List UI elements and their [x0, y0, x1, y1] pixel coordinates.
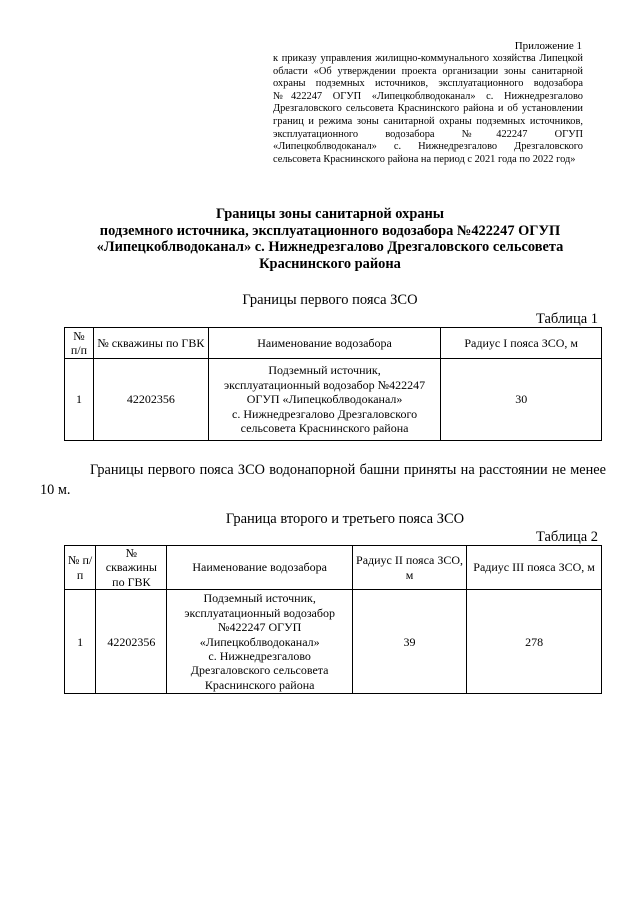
name-line: Дрезгаловского сельсовета [190, 663, 329, 678]
name-line: ОГУП «Липецкоблводоканал» [246, 392, 403, 407]
table1-header-row [65, 328, 602, 359]
table-1 [64, 327, 602, 441]
table2-cell-num: 1 [65, 590, 96, 694]
table2-header-radius3: Радиус III пояса ЗСО, м [467, 546, 602, 590]
table2-cell-radius3: 278 [467, 590, 602, 694]
appendix-text: к приказу управления жилищно-коммунального хозяйства Липецкой области «Об утверждении проекта организации зоны санитарной охраны подземных источников, эксплуатационного водозабора №422247 ОГУП «Липецкоблводоканал» с. Нижнедрезгалово Дрезгаловского сельсовета Краснинского района и об установлении границ и режима зоны санитарной охраны подземных источников, эксплуатационного водозабора №422247 ОГУП «Липецкоблводоканал» с. Нижнедрезгалово Дрезгаловского сельсовета Краснинского района на период с 2021 года по 2022 год» [273, 53, 583, 165]
name-line: с. Нижнедрезгалово Дрезгаловского [232, 406, 418, 421]
title-line-2: подземного источника, эксплуатационного водозабора №422247 ОГУП [99, 222, 561, 239]
table2-cell-well: 42202356 [96, 590, 167, 694]
section1-heading: Границы первого пояса ЗСО [242, 292, 418, 308]
name-line: Краснинского района [204, 677, 315, 692]
table1-header-radius: Радиус I пояса ЗСО, м [441, 328, 602, 359]
title-line-4: Краснинского района [259, 255, 401, 272]
table2-header-row [65, 546, 602, 590]
name-line: с. Нижнедрезгалово [208, 648, 311, 663]
table1-cell-radius: 30 [441, 359, 602, 441]
table2-header-num: № п/п [65, 546, 96, 590]
table2-cell-name [167, 590, 352, 694]
name-line: эксплуатационный водозабор [184, 605, 335, 620]
document-title [40, 206, 620, 272]
title-line-1: Границы зоны санитарной охраны [215, 206, 445, 222]
table-2 [64, 545, 602, 694]
table1-label: Таблица 1 [536, 311, 599, 327]
table2-header-well: № скважины по ГВК [96, 546, 167, 590]
table1-header-well: № скважины по ГВК [93, 328, 208, 359]
table1-cell-num: 1 [65, 359, 94, 441]
table2-cell-radius2: 39 [352, 590, 466, 694]
table1-header-name: Наименование водозабора [208, 328, 441, 359]
table1-cell-well: 42202356 [93, 359, 208, 441]
table2-header-name: Наименование водозабора [167, 546, 352, 590]
appendix-title: Приложение 1 [514, 40, 582, 52]
name-line: эксплуатационный водозабор №422247 [223, 377, 426, 392]
title-line-3: «Липецкоблводоканал» с. Нижнедрезгалово Дрезгаловского сельсовета [96, 239, 564, 255]
table1-header-num: № п/п [65, 328, 94, 359]
name-line: «Липецкоблводоканал» [199, 634, 320, 649]
name-line: Подземный источник, [203, 591, 316, 606]
table2-header-radius2: Радиус II пояса ЗСО, м [352, 546, 466, 590]
name-line: №422247 ОГУП [218, 620, 302, 635]
table-row [65, 359, 602, 441]
name-line: Подземный источник, [268, 363, 381, 378]
table1-cell-name [208, 359, 441, 441]
name-line: сельсовета Краснинского района [240, 421, 409, 436]
table2-label: Таблица 2 [536, 529, 599, 545]
section2-heading: Граница второго и третьего пояса ЗСО [225, 511, 465, 527]
table-row [65, 590, 602, 694]
paragraph-text: Границы первого пояса ЗСО водонапорной башни приняты на расстоянии не менее 10 м. [40, 462, 606, 498]
